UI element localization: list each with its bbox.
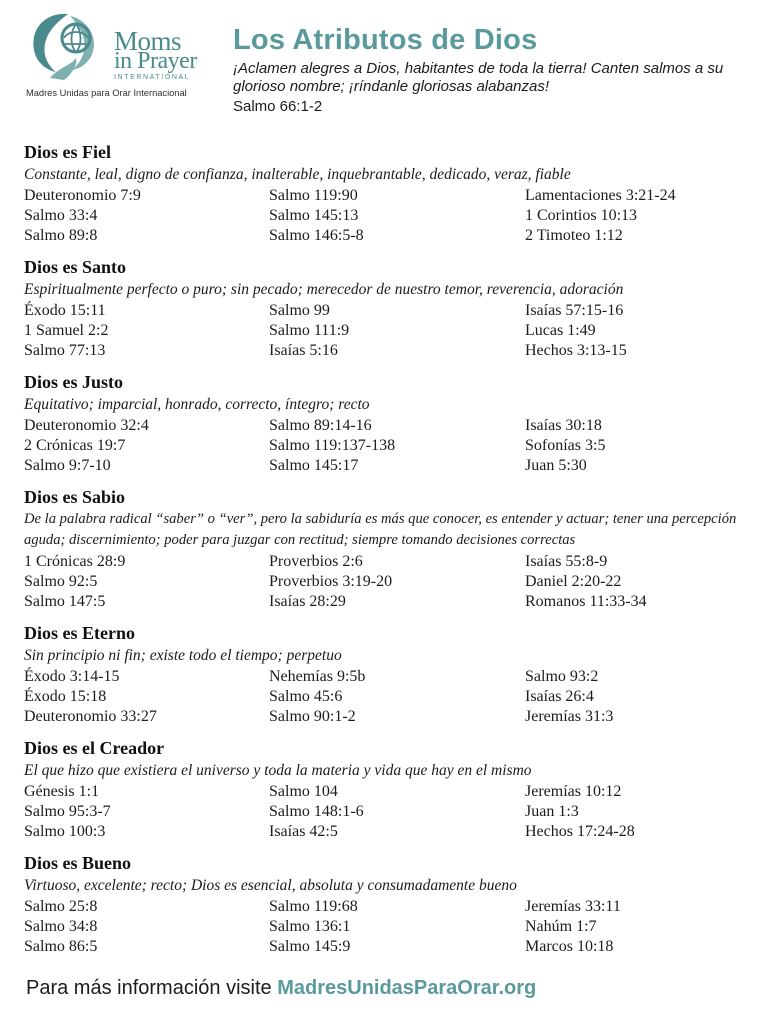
attribute-description: Sin principio ni fin; existe todo el tiempo; perpetuo — [24, 647, 342, 664]
scripture-reference: Salmo 145:9 — [269, 938, 351, 955]
scripture-reference: Salmo 45:6 — [269, 688, 343, 705]
footer-website-link[interactable]: MadresUnidasParaOrar.org — [277, 977, 537, 999]
scripture-reference: Salmo 86:5 — [24, 938, 98, 955]
attribute-description: Constante, leal, digno de confianza, inalterable, inquebrantable, dedicado, veraz, fiable — [24, 166, 571, 183]
reference-column — [525, 186, 754, 246]
scripture-reference: Éxodo 15:18 — [24, 688, 107, 705]
scripture-reference: Éxodo 3:14-15 — [24, 668, 120, 685]
reference-column — [24, 667, 269, 727]
scripture-references — [24, 782, 754, 842]
scripture-reference: Salmo 148:1-6 — [269, 803, 364, 820]
attribute-description: Virtuoso, excelente; recto; Dios es esencial, absoluta y consumadamente bueno — [24, 877, 517, 894]
logo-emblem-icon — [24, 8, 114, 88]
footer-text: Para más información visite — [26, 977, 272, 999]
scripture-reference: Deuteronomio 33:27 — [24, 708, 157, 725]
reference-column — [269, 897, 525, 957]
attribute-section — [24, 370, 754, 476]
scripture-reference: Salmo 34:8 — [24, 918, 98, 935]
scripture-reference: Salmo 89:14-16 — [269, 417, 372, 434]
attribute-description: Espiritualmente perfecto o puro; sin pecado; merecedor de nuestro temor, reverencia, adoración — [24, 281, 624, 298]
scripture-reference: Jeremías 33:11 — [525, 898, 621, 915]
scripture-reference: Isaías 26:4 — [525, 688, 594, 705]
attribute-description: Equitativo; imparcial, honrado, correcto, íntegro; recto — [24, 396, 370, 413]
scripture-reference: Sofonías 3:5 — [525, 437, 606, 454]
scripture-reference: Salmo 145:13 — [269, 207, 359, 224]
scripture-reference: Salmo 25:8 — [24, 898, 98, 915]
attribute-section — [24, 736, 754, 842]
scripture-reference: Jeremías 10:12 — [525, 783, 622, 800]
scripture-references — [24, 897, 754, 957]
scripture-reference: Proverbios 2:6 — [269, 553, 363, 570]
attribute-title: Dios es Bueno — [24, 853, 132, 873]
reference-column — [269, 667, 525, 727]
reference-column — [525, 552, 754, 612]
reference-column — [525, 667, 754, 727]
reference-column — [24, 416, 269, 476]
scripture-reference: 2 Crónicas 19:7 — [24, 437, 126, 454]
attribute-title: Dios es Eterno — [24, 623, 135, 643]
reference-column — [24, 782, 269, 842]
attribute-section — [24, 621, 754, 727]
scripture-reference: Isaías 55:8-9 — [525, 553, 608, 570]
reference-column — [24, 186, 269, 246]
scripture-reference: Salmo 136:1 — [269, 918, 351, 935]
scripture-reference: Deuteronomio 32:4 — [24, 417, 149, 434]
reference-column — [525, 416, 754, 476]
scripture-reference: Deuteronomio 7:9 — [24, 187, 141, 204]
reference-column — [269, 782, 525, 842]
scripture-reference: Salmo 89:8 — [24, 227, 98, 244]
scripture-reference: Lucas 1:49 — [525, 322, 596, 339]
scripture-reference: Romanos 11:33-34 — [525, 593, 647, 610]
reference-column — [24, 897, 269, 957]
scripture-reference: Salmo 145:17 — [269, 457, 359, 474]
logo-title-line1: Moms — [114, 26, 182, 56]
scripture-reference: Salmo 111:9 — [269, 322, 350, 339]
scripture-reference: Lamentaciones 3:21-24 — [525, 187, 676, 204]
reference-column — [269, 301, 525, 361]
scripture-reference: Isaías 5:16 — [269, 342, 338, 359]
attributes-list — [24, 140, 754, 966]
scripture-reference: Jeremías 31:3 — [525, 708, 614, 725]
scripture-reference: Salmo 93:2 — [525, 668, 599, 685]
scripture-reference: Salmo 147:5 — [24, 593, 106, 610]
scripture-reference: Éxodo 15:11 — [24, 302, 106, 319]
scripture-reference: Salmo 95:3-7 — [24, 803, 111, 820]
scripture-reference: Salmo 119:137-138 — [269, 437, 396, 454]
scripture-references — [24, 552, 754, 612]
scripture-reference: Salmo 77:13 — [24, 342, 106, 359]
reference-column — [24, 301, 269, 361]
scripture-reference: Marcos 10:18 — [525, 938, 614, 955]
scripture-reference: Daniel 2:20-22 — [525, 573, 622, 590]
scripture-references — [24, 667, 754, 727]
scripture-reference: Hechos 17:24-28 — [525, 823, 635, 840]
scripture-reference: Salmo 119:90 — [269, 187, 358, 204]
header-verse: ¡Aclamen alegres a Dios, habitantes de toda la tierra! Canten salmos a su glorioso nombre; ¡ríndanle gloriosas alabanzas! — [233, 60, 724, 95]
reference-column — [269, 416, 525, 476]
page-footer — [26, 977, 536, 1000]
page-header — [0, 0, 768, 130]
attribute-section — [24, 140, 754, 246]
scripture-reference: Salmo 92:5 — [24, 573, 98, 590]
attribute-section — [24, 485, 754, 612]
scripture-reference: Salmo 9:7-10 — [24, 457, 111, 474]
scripture-reference: 2 Timoteo 1:12 — [525, 227, 623, 244]
header-verse-reference: Salmo 66:1-2 — [233, 98, 323, 115]
reference-column — [269, 552, 525, 612]
scripture-references — [24, 416, 754, 476]
logo-title-line2: in Prayer — [114, 48, 197, 74]
reference-column — [525, 301, 754, 361]
attribute-description: De la palabra radical “saber” o “ver”, pero la sabiduría es más que conocer, es entender y actuar; tener una percepción aguda; discernimiento; poder para juzgar con rectitud; siempre tomando decisiones correctas — [24, 511, 737, 548]
scripture-reference: Isaías 30:18 — [525, 417, 602, 434]
reference-column — [525, 897, 754, 957]
page-title: Los Atributos de Dios — [233, 24, 538, 56]
attribute-title: Dios es Santo — [24, 257, 127, 277]
logo-tagline: Madres Unidas para Orar Internacional — [26, 88, 187, 98]
scripture-reference: 1 Crónicas 28:9 — [24, 553, 126, 570]
attribute-section — [24, 255, 754, 361]
attribute-description: El que hizo que existiera el universo y toda la materia y vida que hay en el mismo — [24, 762, 532, 779]
attribute-title: Dios es Fiel — [24, 142, 111, 162]
logo-title-line3: INTERNATIONAL — [114, 74, 191, 81]
reference-column — [269, 186, 525, 246]
scripture-reference: Salmo 90:1-2 — [269, 708, 356, 725]
scripture-reference: Salmo 119:68 — [269, 898, 358, 915]
scripture-references — [24, 186, 754, 246]
scripture-reference: Isaías 28:29 — [269, 593, 346, 610]
scripture-reference: Génesis 1:1 — [24, 783, 100, 800]
scripture-reference: Nahúm 1:7 — [525, 918, 597, 935]
scripture-reference: Salmo 99 — [269, 302, 330, 319]
attribute-title: Dios es Justo — [24, 372, 124, 392]
scripture-reference: Salmo 100:3 — [24, 823, 106, 840]
scripture-reference: Isaías 57:15-16 — [525, 302, 624, 319]
attribute-section — [24, 851, 754, 957]
scripture-reference: Salmo 146:5-8 — [269, 227, 364, 244]
scripture-reference: 1 Corintios 10:13 — [525, 207, 638, 224]
scripture-reference: Salmo 104 — [269, 783, 338, 800]
scripture-reference: Nehemías 9:5b — [269, 668, 366, 685]
scripture-reference: Hechos 3:13-15 — [525, 342, 627, 359]
attribute-title: Dios es Sabio — [24, 487, 126, 507]
scripture-reference: Juan 1:3 — [525, 803, 579, 820]
scripture-reference: Proverbios 3:19-20 — [269, 573, 393, 590]
scripture-references — [24, 301, 754, 361]
scripture-reference: Isaías 42:5 — [269, 823, 338, 840]
reference-column — [525, 782, 754, 842]
scripture-reference: 1 Samuel 2:2 — [24, 322, 109, 339]
reference-column — [24, 552, 269, 612]
attribute-title: Dios es el Creador — [24, 738, 165, 758]
scripture-reference: Salmo 33:4 — [24, 207, 98, 224]
moms-in-prayer-logo — [24, 8, 224, 100]
scripture-reference: Juan 5:30 — [525, 457, 587, 474]
